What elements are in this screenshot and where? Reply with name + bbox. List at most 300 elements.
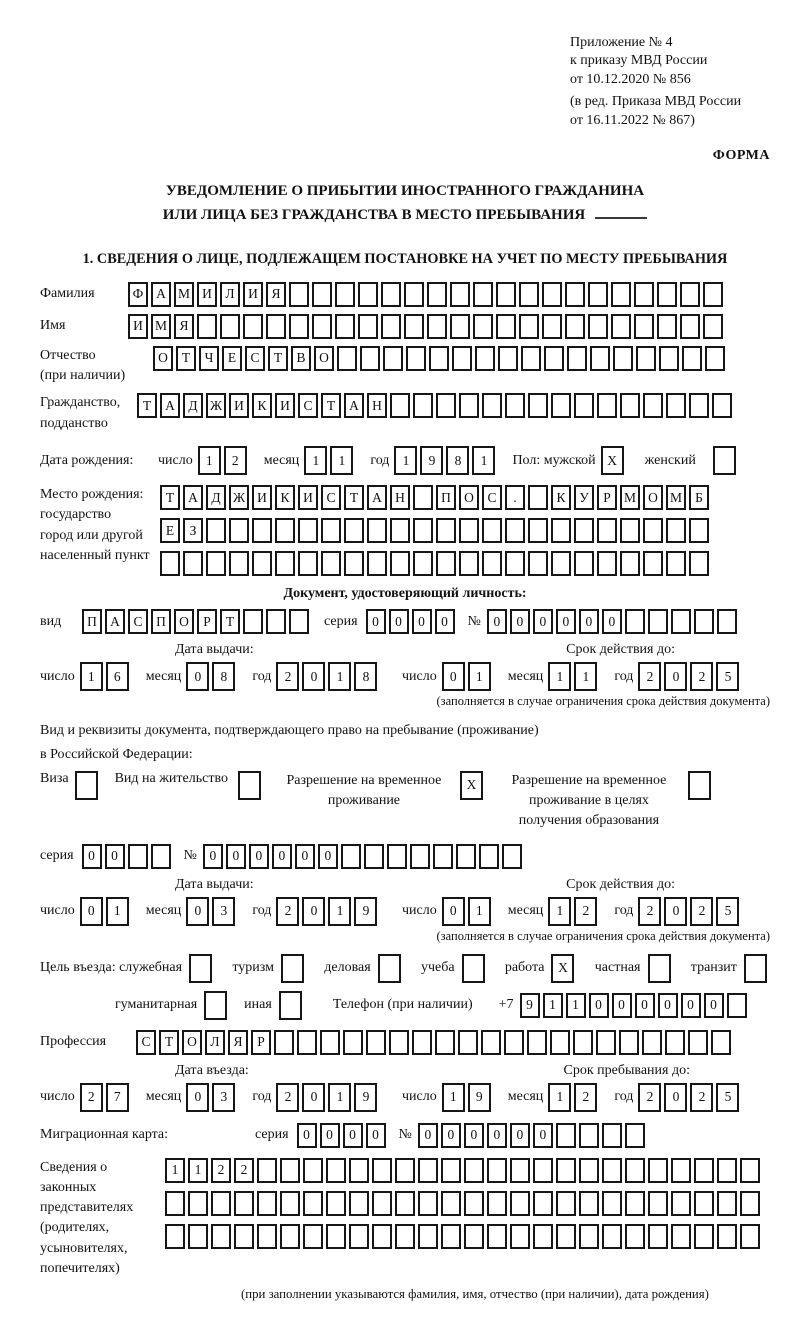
char-box[interactable] bbox=[410, 844, 430, 869]
char-box[interactable] bbox=[573, 1030, 593, 1055]
char-box[interactable] bbox=[395, 1191, 415, 1216]
char-box[interactable] bbox=[406, 346, 426, 371]
char-box[interactable] bbox=[303, 1191, 323, 1216]
char-box[interactable] bbox=[450, 282, 470, 307]
char-box[interactable] bbox=[289, 314, 309, 339]
char-box[interactable]: 2 bbox=[690, 897, 713, 926]
char-box[interactable]: С bbox=[482, 485, 502, 510]
char-box[interactable] bbox=[427, 314, 447, 339]
char-box[interactable]: X bbox=[601, 446, 624, 475]
char-box[interactable] bbox=[435, 1030, 455, 1055]
char-box[interactable]: 0 bbox=[366, 1123, 386, 1148]
char-box[interactable]: 0 bbox=[105, 844, 125, 869]
char-box[interactable]: 0 bbox=[664, 662, 687, 691]
char-box[interactable] bbox=[688, 771, 711, 800]
char-box[interactable] bbox=[297, 1030, 317, 1055]
char-box[interactable] bbox=[713, 446, 736, 475]
char-box[interactable]: И bbox=[243, 282, 263, 307]
char-box[interactable]: 0 bbox=[302, 897, 325, 926]
char-box[interactable] bbox=[671, 1224, 691, 1249]
char-box[interactable]: X bbox=[460, 771, 483, 800]
char-box[interactable] bbox=[372, 1191, 392, 1216]
char-box[interactable]: 9 bbox=[354, 1083, 377, 1112]
char-box[interactable] bbox=[279, 991, 302, 1020]
char-box[interactable] bbox=[625, 609, 645, 634]
char-box[interactable]: 0 bbox=[297, 1123, 317, 1148]
char-box[interactable] bbox=[634, 314, 654, 339]
char-box[interactable]: 2 bbox=[80, 1083, 103, 1112]
char-box[interactable] bbox=[281, 954, 304, 983]
char-box[interactable] bbox=[680, 314, 700, 339]
char-box[interactable]: 5 bbox=[716, 662, 739, 691]
char-box[interactable]: И bbox=[229, 393, 249, 418]
char-box[interactable]: 0 bbox=[186, 897, 209, 926]
char-box[interactable]: 3 bbox=[212, 897, 235, 926]
char-box[interactable] bbox=[358, 314, 378, 339]
char-box[interactable] bbox=[441, 1191, 461, 1216]
char-box[interactable]: У bbox=[574, 485, 594, 510]
char-box[interactable] bbox=[303, 1224, 323, 1249]
char-box[interactable]: Т bbox=[344, 485, 364, 510]
char-box[interactable] bbox=[341, 844, 361, 869]
char-box[interactable]: Д bbox=[206, 485, 226, 510]
char-box[interactable] bbox=[694, 1158, 714, 1183]
char-box[interactable]: А bbox=[367, 485, 387, 510]
char-box[interactable]: 0 bbox=[272, 844, 292, 869]
char-box[interactable] bbox=[588, 282, 608, 307]
char-box[interactable] bbox=[204, 991, 227, 1020]
char-box[interactable]: З bbox=[183, 518, 203, 543]
char-box[interactable] bbox=[565, 314, 585, 339]
char-box[interactable]: 1 bbox=[198, 446, 221, 475]
char-box[interactable] bbox=[643, 393, 663, 418]
char-box[interactable] bbox=[597, 393, 617, 418]
char-box[interactable]: 9 bbox=[468, 1083, 491, 1112]
char-box[interactable] bbox=[527, 1030, 547, 1055]
char-box[interactable] bbox=[326, 1158, 346, 1183]
char-box[interactable] bbox=[344, 551, 364, 576]
char-box[interactable]: С bbox=[245, 346, 265, 371]
char-box[interactable] bbox=[429, 346, 449, 371]
char-box[interactable] bbox=[688, 1030, 708, 1055]
char-box[interactable] bbox=[337, 346, 357, 371]
char-box[interactable] bbox=[648, 1158, 668, 1183]
char-box[interactable]: 0 bbox=[556, 609, 576, 634]
char-box[interactable] bbox=[694, 1224, 714, 1249]
char-box[interactable] bbox=[320, 1030, 340, 1055]
char-box[interactable]: 0 bbox=[589, 993, 609, 1018]
char-box[interactable] bbox=[436, 393, 456, 418]
char-box[interactable] bbox=[473, 282, 493, 307]
char-box[interactable]: И bbox=[197, 282, 217, 307]
char-box[interactable]: 9 bbox=[354, 897, 377, 926]
char-box[interactable] bbox=[413, 485, 433, 510]
char-box[interactable] bbox=[274, 1030, 294, 1055]
char-box[interactable] bbox=[266, 314, 286, 339]
char-box[interactable]: 0 bbox=[487, 1123, 507, 1148]
char-box[interactable] bbox=[211, 1191, 231, 1216]
char-box[interactable] bbox=[671, 609, 691, 634]
char-box[interactable] bbox=[189, 954, 212, 983]
char-box[interactable]: Е bbox=[160, 518, 180, 543]
char-box[interactable] bbox=[360, 346, 380, 371]
char-box[interactable] bbox=[427, 282, 447, 307]
char-box[interactable]: М bbox=[666, 485, 686, 510]
char-box[interactable] bbox=[487, 1224, 507, 1249]
char-box[interactable] bbox=[464, 1191, 484, 1216]
char-box[interactable]: 1 bbox=[328, 897, 351, 926]
char-box[interactable] bbox=[413, 551, 433, 576]
char-box[interactable] bbox=[275, 551, 295, 576]
char-box[interactable] bbox=[464, 1224, 484, 1249]
char-box[interactable] bbox=[689, 518, 709, 543]
char-box[interactable] bbox=[620, 551, 640, 576]
char-box[interactable] bbox=[602, 1123, 622, 1148]
char-box[interactable] bbox=[458, 1030, 478, 1055]
char-box[interactable] bbox=[482, 551, 502, 576]
char-box[interactable] bbox=[257, 1224, 277, 1249]
char-box[interactable] bbox=[266, 609, 286, 634]
char-box[interactable]: И bbox=[252, 485, 272, 510]
char-box[interactable] bbox=[533, 1224, 553, 1249]
char-box[interactable]: 1 bbox=[304, 446, 327, 475]
char-box[interactable] bbox=[389, 1030, 409, 1055]
char-box[interactable] bbox=[659, 346, 679, 371]
char-box[interactable] bbox=[349, 1158, 369, 1183]
char-box[interactable] bbox=[395, 1224, 415, 1249]
char-box[interactable]: Е bbox=[222, 346, 242, 371]
char-box[interactable]: Ж bbox=[229, 485, 249, 510]
char-box[interactable]: Т bbox=[220, 609, 240, 634]
char-box[interactable]: 2 bbox=[276, 1083, 299, 1112]
char-box[interactable]: А bbox=[105, 609, 125, 634]
char-box[interactable] bbox=[390, 393, 410, 418]
char-box[interactable]: 0 bbox=[435, 609, 455, 634]
char-box[interactable] bbox=[510, 1224, 530, 1249]
char-box[interactable]: Т bbox=[137, 393, 157, 418]
char-box[interactable] bbox=[533, 1158, 553, 1183]
char-box[interactable]: 0 bbox=[487, 609, 507, 634]
char-box[interactable] bbox=[372, 1224, 392, 1249]
char-box[interactable] bbox=[229, 551, 249, 576]
char-box[interactable]: В bbox=[291, 346, 311, 371]
char-box[interactable] bbox=[436, 551, 456, 576]
char-box[interactable]: А bbox=[183, 485, 203, 510]
char-box[interactable] bbox=[335, 282, 355, 307]
char-box[interactable] bbox=[643, 551, 663, 576]
char-box[interactable] bbox=[183, 551, 203, 576]
char-box[interactable]: 0 bbox=[318, 844, 338, 869]
char-box[interactable] bbox=[188, 1191, 208, 1216]
char-box[interactable] bbox=[479, 844, 499, 869]
char-box[interactable]: 2 bbox=[211, 1158, 231, 1183]
char-box[interactable]: Р bbox=[597, 485, 617, 510]
char-box[interactable] bbox=[487, 1191, 507, 1216]
char-box[interactable]: П bbox=[82, 609, 102, 634]
char-box[interactable] bbox=[550, 1030, 570, 1055]
char-box[interactable] bbox=[533, 1191, 553, 1216]
char-box[interactable]: П bbox=[151, 609, 171, 634]
char-box[interactable]: Д bbox=[183, 393, 203, 418]
char-box[interactable]: 2 bbox=[638, 662, 661, 691]
char-box[interactable]: 0 bbox=[442, 897, 465, 926]
char-box[interactable]: С bbox=[321, 485, 341, 510]
char-box[interactable]: 2 bbox=[234, 1158, 254, 1183]
char-box[interactable] bbox=[496, 314, 516, 339]
char-box[interactable] bbox=[502, 844, 522, 869]
char-box[interactable] bbox=[378, 954, 401, 983]
char-box[interactable] bbox=[303, 1158, 323, 1183]
char-box[interactable] bbox=[450, 314, 470, 339]
char-box[interactable]: 0 bbox=[302, 662, 325, 691]
char-box[interactable]: 0 bbox=[510, 609, 530, 634]
char-box[interactable]: 0 bbox=[418, 1123, 438, 1148]
char-box[interactable] bbox=[243, 314, 263, 339]
char-box[interactable]: 6 bbox=[106, 662, 129, 691]
char-box[interactable]: А bbox=[344, 393, 364, 418]
char-box[interactable]: 0 bbox=[533, 1123, 553, 1148]
char-box[interactable] bbox=[680, 282, 700, 307]
char-box[interactable] bbox=[703, 314, 723, 339]
char-box[interactable]: 1 bbox=[566, 993, 586, 1018]
char-box[interactable]: 2 bbox=[224, 446, 247, 475]
char-box[interactable] bbox=[579, 1224, 599, 1249]
char-box[interactable]: 0 bbox=[602, 609, 622, 634]
char-box[interactable] bbox=[344, 518, 364, 543]
char-box[interactable] bbox=[521, 346, 541, 371]
char-box[interactable]: Л bbox=[205, 1030, 225, 1055]
char-box[interactable] bbox=[390, 551, 410, 576]
char-box[interactable]: К bbox=[275, 485, 295, 510]
char-box[interactable] bbox=[349, 1224, 369, 1249]
char-box[interactable] bbox=[556, 1123, 576, 1148]
char-box[interactable] bbox=[657, 314, 677, 339]
char-box[interactable] bbox=[220, 314, 240, 339]
char-box[interactable] bbox=[625, 1158, 645, 1183]
char-box[interactable]: Я bbox=[228, 1030, 248, 1055]
char-box[interactable]: 0 bbox=[343, 1123, 363, 1148]
char-box[interactable] bbox=[556, 1224, 576, 1249]
char-box[interactable] bbox=[418, 1158, 438, 1183]
char-box[interactable] bbox=[487, 1158, 507, 1183]
char-box[interactable] bbox=[528, 485, 548, 510]
char-box[interactable] bbox=[404, 314, 424, 339]
char-box[interactable]: 1 bbox=[188, 1158, 208, 1183]
char-box[interactable] bbox=[211, 1224, 231, 1249]
char-box[interactable]: 1 bbox=[548, 1083, 571, 1112]
char-box[interactable]: П bbox=[436, 485, 456, 510]
char-box[interactable] bbox=[588, 314, 608, 339]
char-box[interactable] bbox=[574, 551, 594, 576]
char-box[interactable]: М bbox=[151, 314, 171, 339]
char-box[interactable] bbox=[510, 1158, 530, 1183]
char-box[interactable] bbox=[441, 1224, 461, 1249]
char-box[interactable] bbox=[528, 551, 548, 576]
char-box[interactable]: М bbox=[620, 485, 640, 510]
char-box[interactable]: 0 bbox=[249, 844, 269, 869]
char-box[interactable] bbox=[505, 518, 525, 543]
char-box[interactable] bbox=[165, 1224, 185, 1249]
char-box[interactable]: 8 bbox=[354, 662, 377, 691]
char-box[interactable]: 8 bbox=[212, 662, 235, 691]
char-box[interactable]: 0 bbox=[533, 609, 553, 634]
char-box[interactable] bbox=[611, 282, 631, 307]
char-box[interactable] bbox=[542, 282, 562, 307]
char-box[interactable] bbox=[151, 844, 171, 869]
char-box[interactable] bbox=[648, 1191, 668, 1216]
char-box[interactable] bbox=[312, 282, 332, 307]
char-box[interactable]: 2 bbox=[690, 1083, 713, 1112]
char-box[interactable] bbox=[602, 1191, 622, 1216]
char-box[interactable] bbox=[343, 1030, 363, 1055]
char-box[interactable] bbox=[160, 551, 180, 576]
char-box[interactable]: 0 bbox=[664, 1083, 687, 1112]
char-box[interactable]: 0 bbox=[366, 609, 386, 634]
char-box[interactable] bbox=[740, 1158, 760, 1183]
char-box[interactable] bbox=[358, 282, 378, 307]
char-box[interactable] bbox=[579, 1158, 599, 1183]
char-box[interactable] bbox=[634, 282, 654, 307]
char-box[interactable]: Н bbox=[390, 485, 410, 510]
char-box[interactable]: 0 bbox=[320, 1123, 340, 1148]
char-box[interactable]: 0 bbox=[664, 897, 687, 926]
char-box[interactable] bbox=[689, 393, 709, 418]
char-box[interactable] bbox=[482, 393, 502, 418]
char-box[interactable]: 1 bbox=[442, 1083, 465, 1112]
char-box[interactable] bbox=[648, 609, 668, 634]
char-box[interactable]: 7 bbox=[106, 1083, 129, 1112]
char-box[interactable] bbox=[188, 1224, 208, 1249]
char-box[interactable] bbox=[544, 346, 564, 371]
char-box[interactable] bbox=[252, 518, 272, 543]
char-box[interactable] bbox=[280, 1224, 300, 1249]
char-box[interactable]: 5 bbox=[716, 1083, 739, 1112]
char-box[interactable] bbox=[257, 1191, 277, 1216]
char-box[interactable] bbox=[206, 518, 226, 543]
char-box[interactable] bbox=[395, 1158, 415, 1183]
char-box[interactable]: 5 bbox=[716, 897, 739, 926]
char-box[interactable] bbox=[590, 346, 610, 371]
char-box[interactable] bbox=[620, 518, 640, 543]
char-box[interactable] bbox=[625, 1123, 645, 1148]
char-box[interactable] bbox=[717, 1158, 737, 1183]
char-box[interactable] bbox=[481, 1030, 501, 1055]
char-box[interactable] bbox=[364, 844, 384, 869]
char-box[interactable]: 0 bbox=[441, 1123, 461, 1148]
char-box[interactable]: 1 bbox=[472, 446, 495, 475]
char-box[interactable] bbox=[206, 551, 226, 576]
char-box[interactable]: 0 bbox=[186, 1083, 209, 1112]
char-box[interactable] bbox=[298, 518, 318, 543]
char-box[interactable] bbox=[694, 1191, 714, 1216]
char-box[interactable]: 2 bbox=[574, 897, 597, 926]
char-box[interactable]: Ф bbox=[128, 282, 148, 307]
char-box[interactable] bbox=[619, 1030, 639, 1055]
char-box[interactable]: 2 bbox=[276, 897, 299, 926]
char-box[interactable] bbox=[496, 282, 516, 307]
char-box[interactable] bbox=[289, 282, 309, 307]
char-box[interactable] bbox=[381, 282, 401, 307]
char-box[interactable] bbox=[335, 314, 355, 339]
char-box[interactable] bbox=[441, 1158, 461, 1183]
char-box[interactable]: 1 bbox=[468, 662, 491, 691]
char-box[interactable] bbox=[682, 346, 702, 371]
char-box[interactable]: 0 bbox=[442, 662, 465, 691]
char-box[interactable] bbox=[711, 1030, 731, 1055]
char-box[interactable]: Л bbox=[220, 282, 240, 307]
char-box[interactable]: 9 bbox=[420, 446, 443, 475]
char-box[interactable]: О bbox=[643, 485, 663, 510]
char-box[interactable] bbox=[510, 1191, 530, 1216]
char-box[interactable]: 1 bbox=[106, 897, 129, 926]
char-box[interactable]: 2 bbox=[690, 662, 713, 691]
char-box[interactable]: 1 bbox=[543, 993, 563, 1018]
char-box[interactable]: М bbox=[174, 282, 194, 307]
char-box[interactable]: К bbox=[252, 393, 272, 418]
char-box[interactable]: 0 bbox=[82, 844, 102, 869]
char-box[interactable] bbox=[657, 282, 677, 307]
char-box[interactable] bbox=[579, 1191, 599, 1216]
char-box[interactable] bbox=[636, 346, 656, 371]
char-box[interactable] bbox=[383, 346, 403, 371]
char-box[interactable] bbox=[712, 393, 732, 418]
char-box[interactable] bbox=[473, 314, 493, 339]
char-box[interactable]: 1 bbox=[165, 1158, 185, 1183]
char-box[interactable] bbox=[519, 282, 539, 307]
char-box[interactable] bbox=[671, 1158, 691, 1183]
char-box[interactable]: 0 bbox=[295, 844, 315, 869]
char-box[interactable] bbox=[367, 518, 387, 543]
char-box[interactable] bbox=[620, 393, 640, 418]
char-box[interactable] bbox=[551, 551, 571, 576]
char-box[interactable]: 0 bbox=[186, 662, 209, 691]
char-box[interactable]: 1 bbox=[394, 446, 417, 475]
char-box[interactable] bbox=[390, 518, 410, 543]
char-box[interactable] bbox=[252, 551, 272, 576]
char-box[interactable]: Т bbox=[160, 485, 180, 510]
char-box[interactable] bbox=[565, 282, 585, 307]
char-box[interactable]: 1 bbox=[80, 662, 103, 691]
char-box[interactable] bbox=[602, 1158, 622, 1183]
char-box[interactable]: 1 bbox=[328, 1083, 351, 1112]
char-box[interactable] bbox=[556, 1158, 576, 1183]
char-box[interactable] bbox=[625, 1191, 645, 1216]
char-box[interactable] bbox=[740, 1191, 760, 1216]
char-box[interactable] bbox=[574, 393, 594, 418]
char-box[interactable] bbox=[556, 1191, 576, 1216]
char-box[interactable] bbox=[542, 314, 562, 339]
char-box[interactable]: 1 bbox=[328, 662, 351, 691]
char-box[interactable] bbox=[482, 518, 502, 543]
char-box[interactable] bbox=[459, 518, 479, 543]
char-box[interactable]: А bbox=[151, 282, 171, 307]
char-box[interactable]: 1 bbox=[548, 897, 571, 926]
char-box[interactable]: Т bbox=[321, 393, 341, 418]
char-box[interactable] bbox=[412, 1030, 432, 1055]
char-box[interactable] bbox=[326, 1224, 346, 1249]
char-box[interactable] bbox=[648, 954, 671, 983]
char-box[interactable] bbox=[643, 518, 663, 543]
char-box[interactable] bbox=[197, 314, 217, 339]
char-box[interactable] bbox=[611, 314, 631, 339]
char-box[interactable]: Н bbox=[367, 393, 387, 418]
char-box[interactable] bbox=[625, 1224, 645, 1249]
char-box[interactable]: 1 bbox=[468, 897, 491, 926]
char-box[interactable] bbox=[404, 282, 424, 307]
char-box[interactable]: 0 bbox=[389, 609, 409, 634]
char-box[interactable] bbox=[727, 993, 747, 1018]
char-box[interactable] bbox=[128, 844, 148, 869]
